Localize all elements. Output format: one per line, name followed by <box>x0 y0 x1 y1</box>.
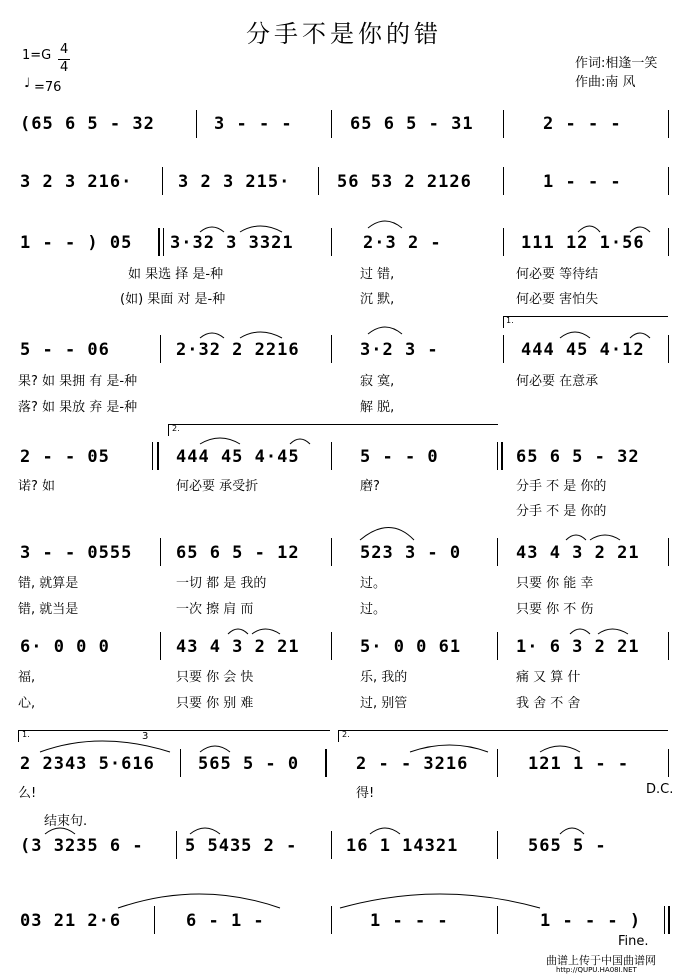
slur <box>410 745 488 752</box>
lyric-line: 得! <box>356 786 375 801</box>
measure: 1 - - - ) <box>540 911 642 931</box>
measure: 5 - - 0 <box>360 447 439 467</box>
measure: 5 5435 2 - <box>185 836 298 856</box>
fine-mark: Fine. <box>618 934 649 949</box>
lyric-line: 痛 又 算 什 <box>516 670 581 685</box>
meter-bottom: 4 <box>60 60 69 75</box>
measure: 1 - - - <box>543 172 622 192</box>
measure: 5· 0 0 61 <box>360 637 462 657</box>
measure: 65 6 5 - 32 <box>516 447 640 467</box>
measure: 3 - - - <box>214 114 293 134</box>
lyric-line: 何必要 害怕失 <box>516 292 599 307</box>
lyric-line: 分手 不 是 你的 <box>516 479 607 494</box>
slur <box>560 332 590 338</box>
slur <box>200 438 240 444</box>
lyric-line: 果? 如 果拥 有 是-种 <box>18 374 138 389</box>
slur <box>40 741 170 752</box>
measure: 3 2 3 215· <box>178 172 291 192</box>
slur <box>630 333 650 338</box>
measure: 523 3 - 0 <box>360 543 462 563</box>
slur <box>360 528 414 541</box>
lyric-line: 过。 <box>360 602 387 617</box>
key-signature: 1=G <box>22 48 52 63</box>
measure: 1 - - - <box>370 911 449 931</box>
lyric-line: 只要 你 别 难 <box>176 696 254 711</box>
measure: 121 1 - - <box>528 754 630 774</box>
measure: 2 2343 5·616 <box>20 754 155 774</box>
lyric-line: 何必要 等待结 <box>516 267 599 282</box>
volta-1-label: 1. <box>22 730 30 739</box>
slur <box>540 746 580 752</box>
meter-top: 4 <box>60 42 69 57</box>
lyric-line: 错, 就当是 <box>18 602 79 617</box>
lyric-line: 落? 如 果放 弃 是-种 <box>18 400 138 415</box>
measure: 03 21 2·6 <box>20 911 122 931</box>
lyric-line: 诺? 如 <box>18 479 56 494</box>
measure: 56 53 2 2126 <box>337 172 472 192</box>
measure: 3·2 3 - <box>360 340 439 360</box>
quarter-note-icon: ♩ <box>24 76 31 91</box>
measure: 2 - - 3216 <box>356 754 469 774</box>
measure: 6 - 1 - <box>186 911 265 931</box>
measure: 16 1 14321 <box>346 836 459 856</box>
lyric-line: 过, 别管 <box>360 696 408 711</box>
slur <box>190 828 220 834</box>
measure: 1· 6 3 2 21 <box>516 637 640 657</box>
lyric-line: 只要 你 不 伤 <box>516 602 594 617</box>
lyric-line: 寂 寞, <box>360 374 395 389</box>
lyric-line: 一切 都 是 我的 <box>176 576 267 591</box>
measure: 2·3 2 - <box>363 233 442 253</box>
measure: 65 6 5 - 31 <box>350 114 474 134</box>
lyric-line: 只要 你 能 幸 <box>516 576 594 591</box>
slur <box>118 894 280 908</box>
measure: 111 12 1·56 <box>521 233 645 253</box>
slur <box>590 535 620 540</box>
lyric-line: 错, 就算是 <box>18 576 79 591</box>
measure: 2·32 2 2216 <box>176 340 300 360</box>
slur <box>340 894 540 908</box>
measure: 3·32 3 3321 <box>170 233 294 253</box>
measure: 2 - - 05 <box>20 447 110 467</box>
slur <box>566 535 586 540</box>
song-title: 分手不是你的错 <box>246 20 442 48</box>
slur <box>368 327 402 334</box>
lyric-line: 分手 不 是 你的 <box>516 504 607 519</box>
slur <box>370 828 400 834</box>
slur <box>252 629 280 634</box>
lyric-line: 乐, 我的 <box>360 670 408 685</box>
composer: 作曲:南 风 <box>575 75 636 90</box>
measure: 444 45 4·45 <box>176 447 300 467</box>
tempo: =76 <box>34 80 62 95</box>
lyric-line: 我 舍 不 舍 <box>516 696 581 711</box>
slur <box>368 221 402 228</box>
slur <box>240 226 282 232</box>
ending-label: 结束句. <box>44 814 88 829</box>
measure: 6· 0 0 0 <box>20 637 110 657</box>
lyricist: 作词:相逢一笑 <box>575 56 658 71</box>
lyric-line: 何必要 在意承 <box>516 374 599 389</box>
slur <box>630 227 650 232</box>
measure: 565 5 - <box>528 836 607 856</box>
lyric-line: 如 果选 择 是-种 <box>128 267 224 282</box>
slur <box>560 828 584 834</box>
footer-url: http://QUPU.HA08I.NET <box>556 966 637 974</box>
slur <box>290 439 310 444</box>
measure: 43 4 3 2 21 <box>176 637 300 657</box>
footer-site: 曲谱上传于中国曲谱网 <box>546 954 656 967</box>
slur <box>200 227 224 232</box>
lyric-line: 过 错, <box>360 267 395 282</box>
lyric-line: 心, <box>18 696 36 711</box>
lyric-line: (如) 果面 对 是-种 <box>120 292 226 307</box>
slur <box>200 333 224 338</box>
lyric-line: 福, <box>18 670 36 685</box>
slur <box>228 629 248 634</box>
slur <box>598 629 628 634</box>
measure: 2 - - - <box>543 114 622 134</box>
dc-mark: D.C. <box>646 782 674 797</box>
volta-1-label: 1. <box>506 316 514 325</box>
measure: 444 45 4·12 <box>521 340 645 360</box>
lyric-line: 一次 擦 肩 而 <box>176 602 254 617</box>
slur <box>45 828 75 834</box>
measure: 65 6 5 - 12 <box>176 543 300 563</box>
triplet-mark: 3 <box>142 731 149 742</box>
slur <box>570 629 590 634</box>
measure: 565 5 - 0 <box>198 754 300 774</box>
measure: 1 - - ) 05 <box>20 233 133 253</box>
lyric-line: 何必要 承受折 <box>176 479 259 494</box>
slur <box>578 226 600 232</box>
measure: (3 3235 6 - <box>20 836 144 856</box>
lyric-line: 沉 默, <box>360 292 395 307</box>
lyric-line: 过。 <box>360 576 387 591</box>
volta-2-label: 2. <box>342 730 350 739</box>
measure: 5 - - 06 <box>20 340 110 360</box>
measure: 43 4 3 2 21 <box>516 543 640 563</box>
lyric-line: 解 脱, <box>360 400 395 415</box>
slur <box>240 332 282 338</box>
lyric-line: 只要 你 会 快 <box>176 670 254 685</box>
volta-2-label: 2. <box>172 424 180 433</box>
slur <box>200 746 230 752</box>
measure: 3 2 3 216· <box>20 172 133 192</box>
lyric-line: 么! <box>18 786 37 801</box>
measure: (65 6 5 - 32 <box>20 114 155 134</box>
lyric-line: 磨? <box>360 479 380 494</box>
measure: 3 - - 0555 <box>20 543 133 563</box>
